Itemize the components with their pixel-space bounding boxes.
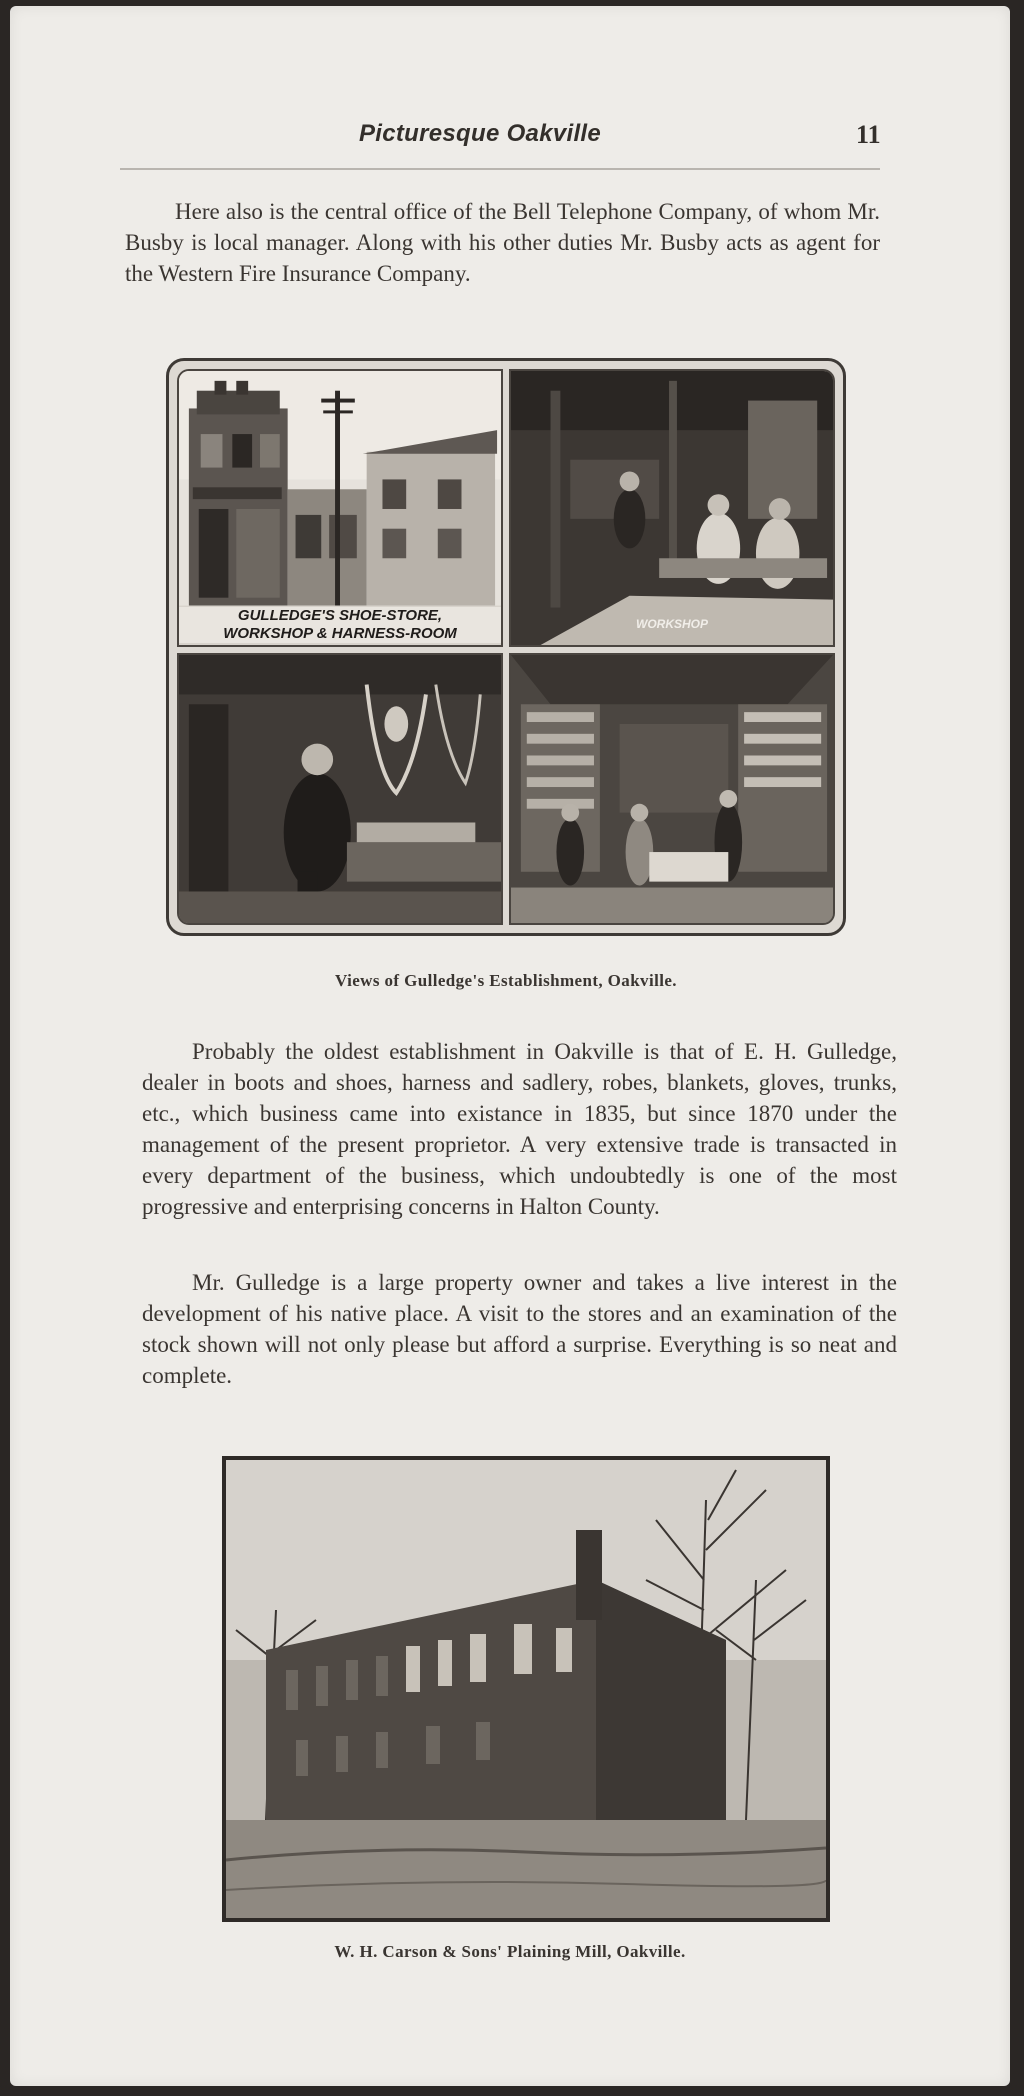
carson-mill-photo [222,1456,830,1922]
page-number: 11 [856,120,881,149]
shoe-store-exterior-photo [177,369,503,647]
workshop-photo [509,369,835,647]
shoe-store-interior-photo [509,653,835,925]
workshop-label: WORKSHOP [636,617,708,631]
figure1-caption: Views of Gulledge's Establishment, Oakville. [335,971,677,990]
shoe-store-label [179,607,501,643]
paragraph-gulledge-history: Probably the oldest establishment in Oakville is that of E. H. Gulledge, dealer in boots and shoes, harness and sadlery, robes, blankets, gloves, trunks, etc., which business came into existance in 1835, but since 1870 under the management of the present proprietor. A very extensive trade is transacted in every department of the business, which undoubtedly is one of the most progressive and enterprising concerns in Halton County. [142,1039,897,1219]
book-page [10,6,1010,2086]
paragraph-bell-telephone: Here also is the central office of the Bell Telephone Company, of whom Mr. Busby is local manager. Along with his other duties Mr. Busby acts as agent for the Western Fire Insurance Company. [125,199,880,286]
running-head [10,120,1010,156]
running-title: Picturesque Oakville [358,120,602,147]
shoe-store-label-line1: GULLEDGE'S SHOE-STORE, [237,607,443,624]
paragraph-gulledge-property: Mr. Gulledge is a large property owner and takes a live interest in the development of his native place. A visit to the stores and an examination of the stock shown will not only please but afford a surprise. Everything is so neat and complete. [142,1270,897,1388]
shoe-store-label-line2: WORKSHOP & HARNESS-ROOM [223,625,457,642]
gulledge-photo-grid [166,358,846,936]
harness-room-photo [177,653,503,925]
figure2-caption: W. H. Carson & Sons' Plaining Mill, Oakville. [334,1942,686,1961]
header-rule [120,168,880,170]
